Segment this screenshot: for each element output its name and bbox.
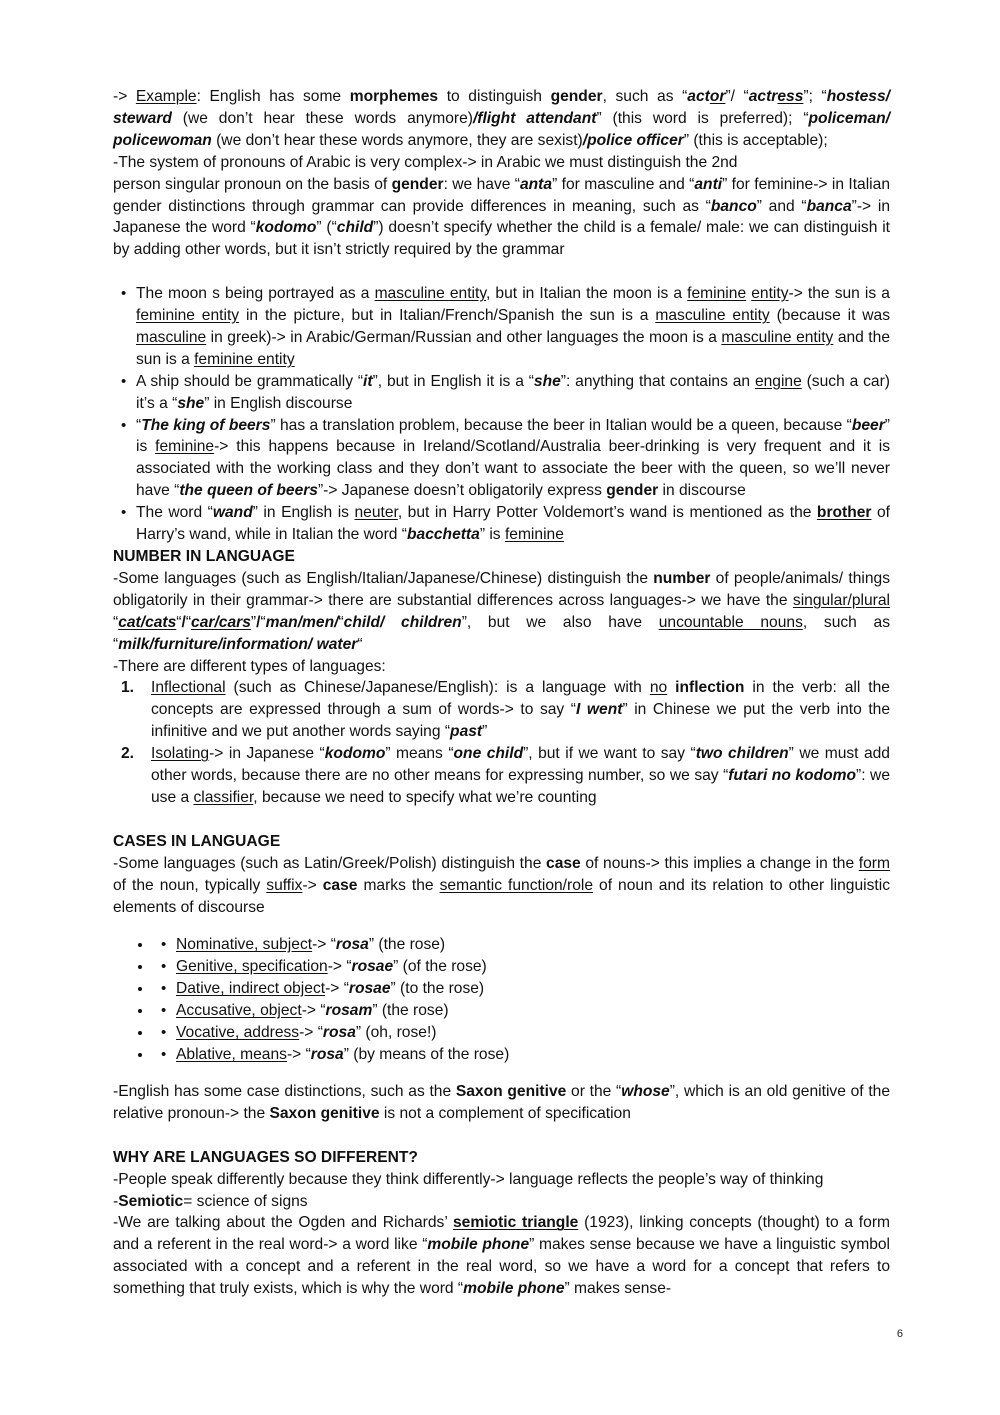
cases-list <box>113 934 890 1065</box>
list-item: • “The king of beers” has a translation problem, because the beer in Italian would be a queen, because “beer” is feminine-> this happens because in Ireland/Scotland/Australia beer-drinking is very frequent and it is associated with the working class and they don’t want to associate the beer with the queen, so we’ll never have “the queen of beers”-> Japanese doesn’t obligatorily express gender in discourse <box>113 415 890 503</box>
list-item: • The word “wand” in English is neuter, but in Harry Potter Voldemort’s wand is mentioned as the brother of Harry’s wand, while in Italian the word “bacchetta” is feminine <box>113 502 890 546</box>
intro-paragraph: -> Example: English has some morphemes to distinguish gender, such as “actor”/ “actress”; “hostess/ steward (we don’t hear these words anymore)/flight attendant” (this word is preferred); “policeman/ policewoman (we don’t hear these words anymore, they are sexist)/police officer” (this is acceptable); <box>113 88 890 149</box>
spacer <box>113 809 890 831</box>
spacer <box>113 261 890 283</box>
cases-paragraph: -Some languages (such as Latin/Greek/Polish) distinguish the case of nouns-> this implies a change in the form of the noun, typically suffix-> case marks the semantic function/role of noun and its relation to other linguistic elements of discourse <box>113 854 890 916</box>
semiotic-line: -Semiotic= science of signs <box>113 1192 308 1210</box>
section-heading-number: NUMBER IN LANGUAGE <box>113 548 295 566</box>
list-item: • • Genitive, specification-> “rosae” (of the rose) <box>153 956 890 978</box>
gender-bullet-list <box>113 283 890 546</box>
triangle-paragraph: -We are talking about the Ogden and Richards’ semiotic triangle (1923), linking concepts (thought) to a form and a referent in the real word-> a word like “mobile phone” makes sense because we have a linguistic symbol associated with a concept and a referent in the real word, so we have a word for a concept that refers to something that truly exists, which is why the word “mobile phone” makes sense- <box>113 1214 891 1298</box>
list-item: • • Nominative, subject-> “rosa” (the rose) <box>153 934 890 956</box>
list-item: • • Accusative, object-> “rosam” (the rose) <box>153 1000 890 1022</box>
why-line-1: -People speak differently because they think differently-> language reflects the people’s way of thinking <box>113 1170 824 1188</box>
arabic-paragraph: person singular pronoun on the basis of gender: we have “anta” for masculine and “anti” for feminine-> in Italian gender distinctions through grammar can provide differences in meaning, such as “banco” and “banca”-> in Japanese the word “kodomo” (“child”) doesn’t specify whether the child is a female/ male: we can distinguish it by adding other words, but it isn’t strictly required by the grammar <box>113 175 890 259</box>
list-item: 2. Isolating-> in Japanese “kodomo” means “one child”, but if we want to say “two children” we must add other words, because there are no other means for expressing number, so we say “futari no kodomo”: we use a classifier, because we need to specify what we’re counting <box>121 745 890 806</box>
section-heading-cases: CASES IN LANGUAGE <box>113 832 281 850</box>
number-paragraph: -Some languages (such as English/Italian/Japanese/Chinese) distinguish the number of people/animals/ things obligatorily in their grammar-> there are substantial differences across languages-> we have the singular/plural “cat/cats“/“car/cars”/“man/men/“child/ children”, but we also have uncountable nouns, such as “milk/furniture/information/ water“ <box>113 569 890 653</box>
list-item: • A ship should be grammatically “it”, but in English it is a “she”: anything that contains an engine (such a car) it’s a “she” in English discourse <box>113 371 890 415</box>
page-number: 6 <box>896 1328 903 1340</box>
example-label: Example <box>135 88 197 105</box>
list-item: • The moon s being portrayed as a masculine entity, but in Italian the moon is a feminine entity-> the sun is a feminine entity in the picture, but in Italian/French/Spanish the sun is a masculine entity (because it was masculine in greek)-> in Arabic/German/Russian and other languages the moon is a masculine entity and the sun is a feminine entity <box>113 283 890 371</box>
list-item: • • Dative, indirect object-> “rosae” (to the rose) <box>153 978 890 1000</box>
list-item: 1. Inflectional (such as Chinese/Japanese/English): is a language with no inflection in the verb: all the concepts are expressed through a sum of words-> to say “I went” in Chinese we put the verb into the infinitive and we put another words saying “past” <box>121 679 890 741</box>
list-item: • • Vocative, address-> “rosa” (oh, rose!) <box>153 1022 890 1044</box>
language-types-list <box>113 677 890 808</box>
document-page <box>113 86 890 1300</box>
list-item: • • Ablative, means-> “rosa” (by means of the rose) <box>153 1044 890 1066</box>
saxon-paragraph: -English has some case distinctions, such as the Saxon genitive or the “whose”, which is an old genitive of the relative pronoun-> the Saxon genitive is not a complement of specification <box>113 1083 891 1122</box>
types-line: -There are different types of languages: <box>113 657 386 675</box>
section-heading-why: WHY ARE LANGUAGES SO DIFFERENT? <box>113 1148 418 1166</box>
arabic-line: -The system of pronouns of Arabic is very complex-> in Arabic we must distinguish the 2nd <box>113 153 738 171</box>
spacer <box>113 1125 890 1147</box>
